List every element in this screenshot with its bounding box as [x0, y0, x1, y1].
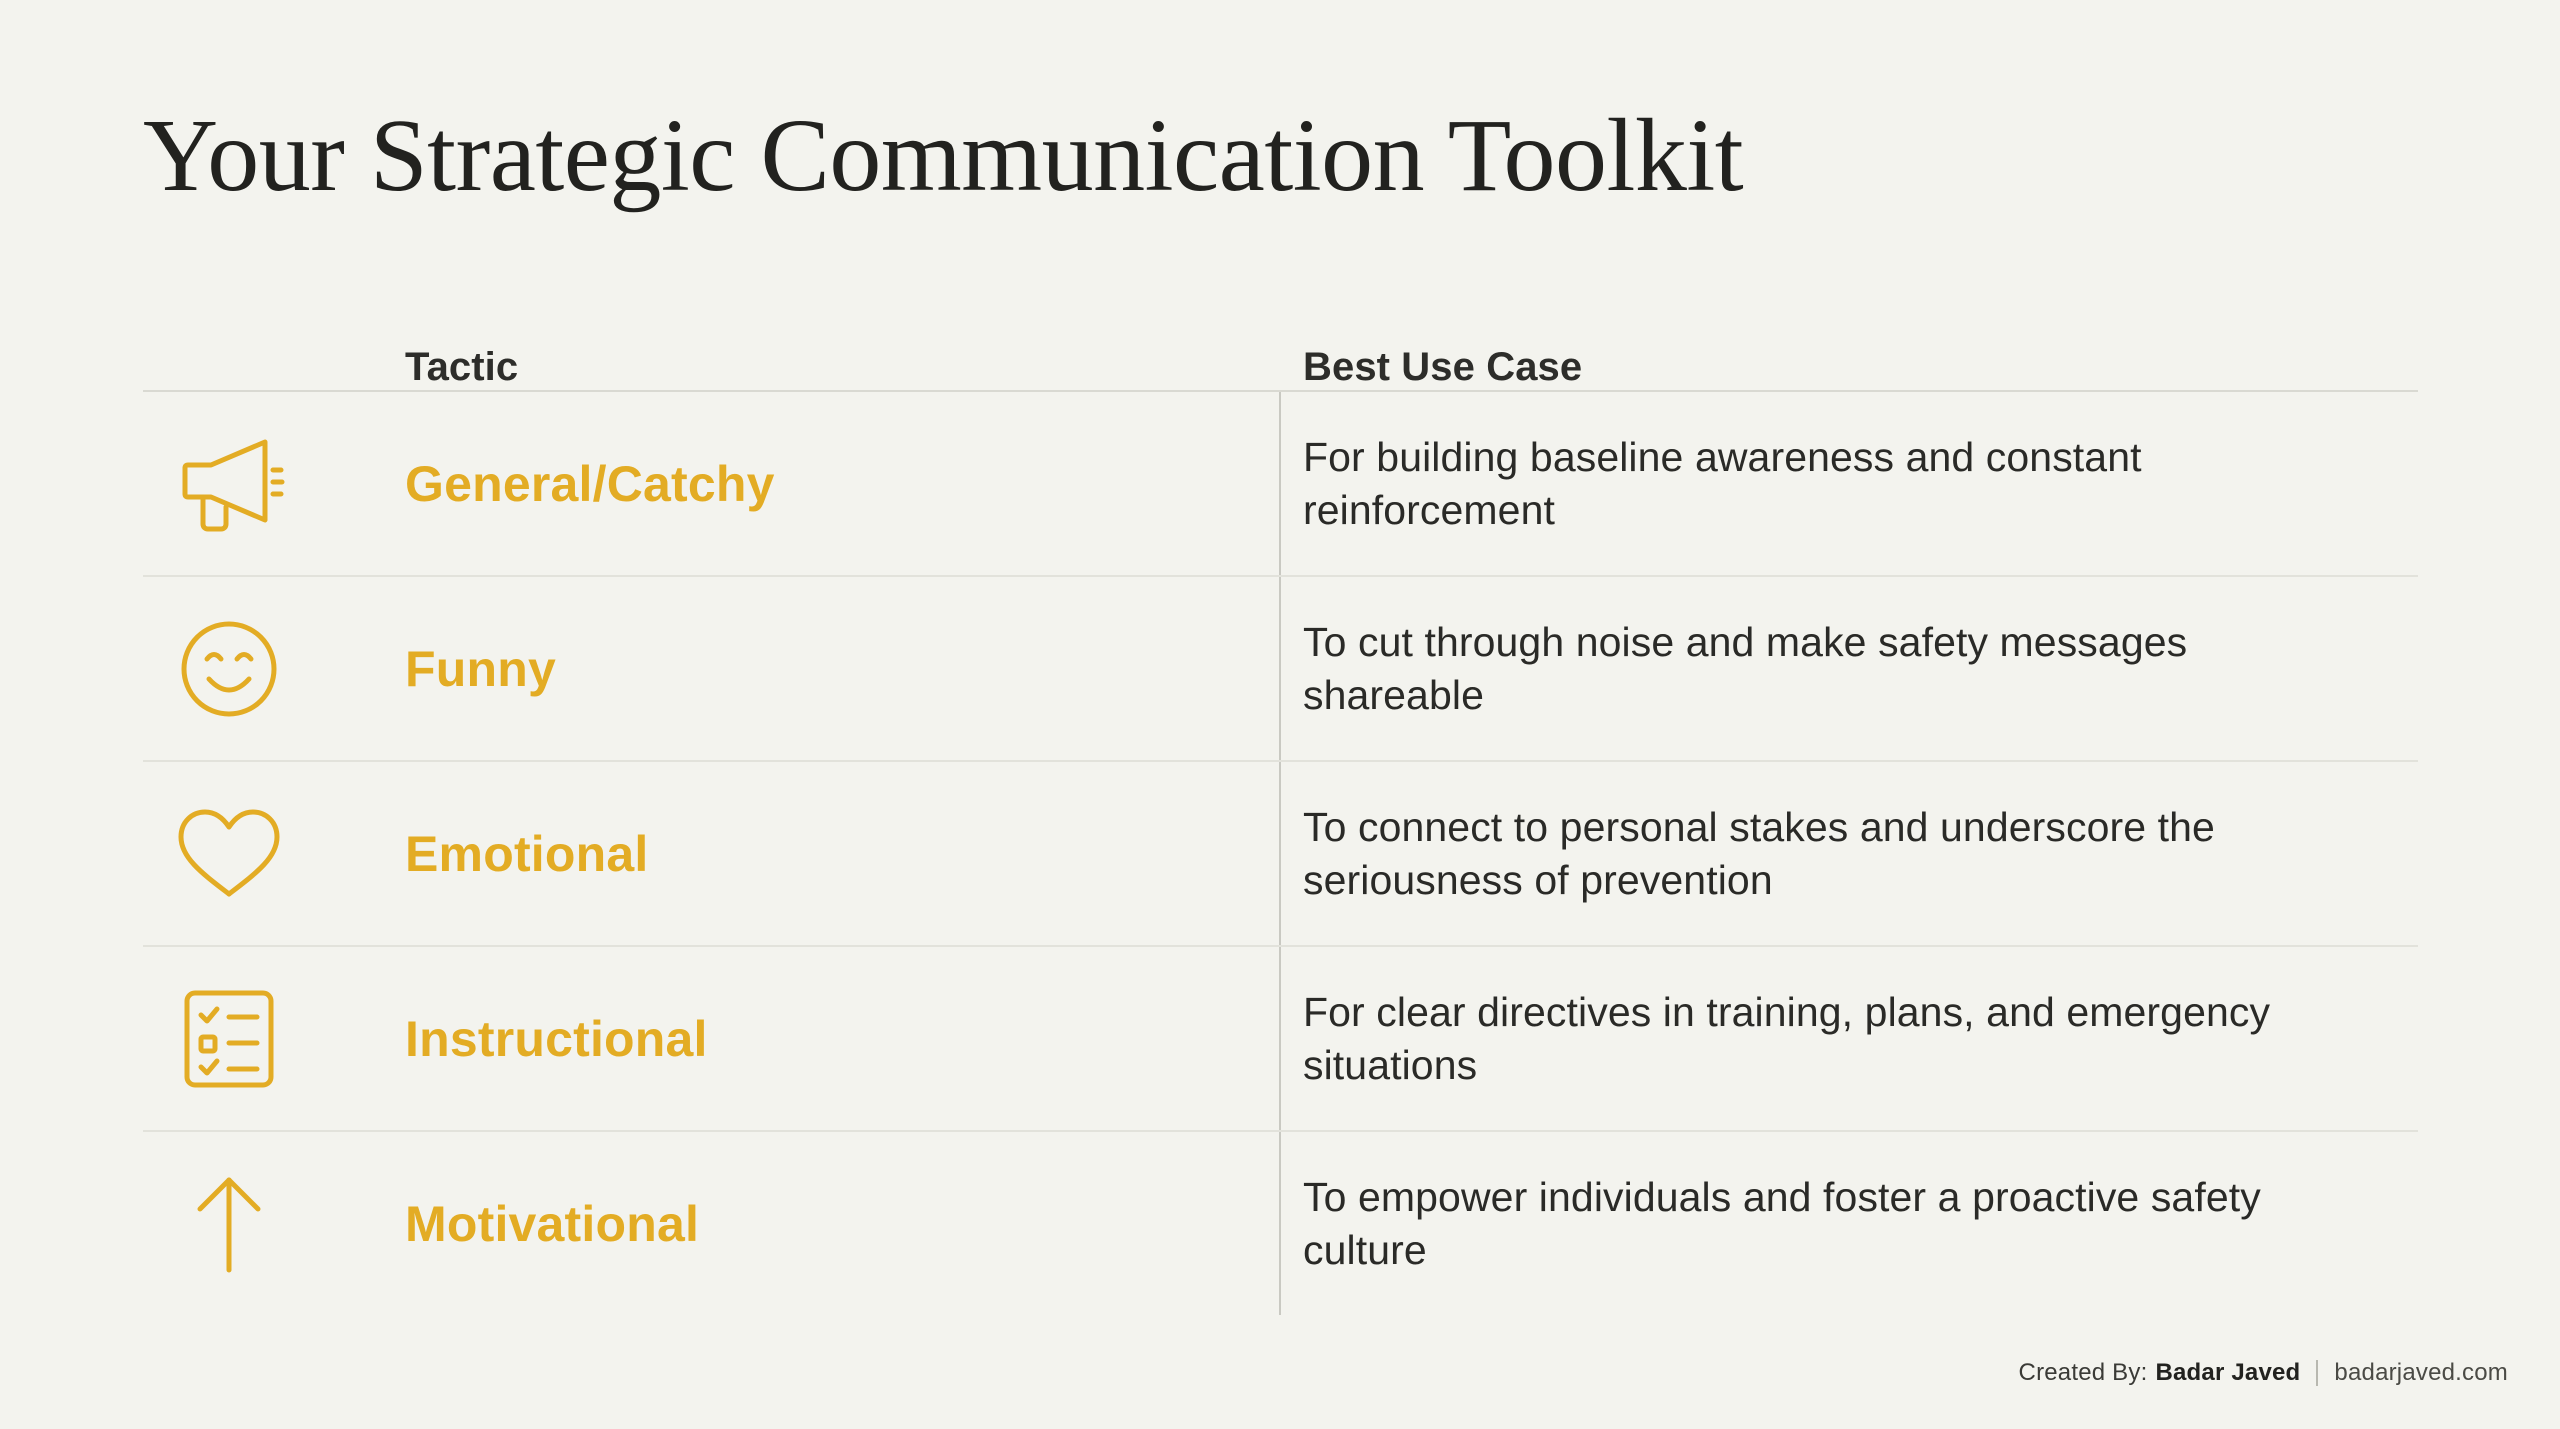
usecase-text: For clear directives in training, plans, and emergency situations [1303, 989, 2271, 1088]
row-usecase-cell [1281, 947, 2418, 1130]
row-icon-cell [143, 392, 393, 575]
tactic-label: Funny [405, 640, 556, 697]
footer-divider [2316, 1360, 2318, 1386]
row-usecase-cell [1281, 577, 2418, 760]
row-usecase-cell [1281, 1132, 2418, 1315]
header-usecase-label: Best Use Case [1303, 345, 1583, 389]
tactic-label: General/Catchy [405, 455, 775, 512]
header-tactic-label: Tactic [405, 345, 519, 389]
tactics-table [143, 300, 2418, 1315]
row-icon-cell [143, 1132, 393, 1315]
row-tactic-cell [393, 762, 1281, 945]
footer-credit [2019, 1359, 2508, 1387]
tactic-label: Motivational [405, 1195, 700, 1252]
table-row [143, 577, 2418, 762]
tactic-label: Emotional [405, 825, 649, 882]
row-tactic-cell [393, 577, 1281, 760]
row-icon-cell [143, 577, 393, 760]
row-tactic-cell [393, 1132, 1281, 1315]
usecase-text: To empower individuals and foster a proactive safety culture [1303, 1174, 2261, 1273]
row-tactic-cell [393, 947, 1281, 1130]
usecase-text: To cut through noise and make safety messages shareable [1303, 619, 2188, 718]
row-icon-cell [143, 762, 393, 945]
table-row [143, 947, 2418, 1132]
table-row [143, 762, 2418, 947]
footer-website: badarjaved.com [2334, 1359, 2508, 1386]
heart-icon [163, 796, 295, 912]
table-row [143, 1132, 2418, 1315]
row-usecase-cell [1281, 762, 2418, 945]
footer-author: Badar Javed [2155, 1359, 2301, 1386]
header-usecase-cell [1281, 345, 2418, 390]
usecase-text: For building baseline awareness and constant reinforcement [1303, 434, 2142, 533]
row-usecase-cell [1281, 392, 2418, 575]
smiley-face-icon [163, 611, 295, 727]
usecase-text: To connect to personal stakes and underscore the seriousness of prevention [1303, 804, 2215, 903]
footer-created-label: Created By: [2018, 1359, 2148, 1386]
checklist-icon [163, 981, 295, 1097]
row-icon-cell [143, 947, 393, 1130]
tactic-label: Instructional [405, 1010, 708, 1067]
header-tactic-cell [393, 345, 1281, 390]
page-title: Your Strategic Communication Toolkit [143, 98, 1744, 213]
up-arrow-icon [163, 1166, 295, 1282]
table-row [143, 392, 2418, 577]
megaphone-icon [163, 426, 295, 542]
row-tactic-cell [393, 392, 1281, 575]
table-header-row [143, 300, 2418, 392]
